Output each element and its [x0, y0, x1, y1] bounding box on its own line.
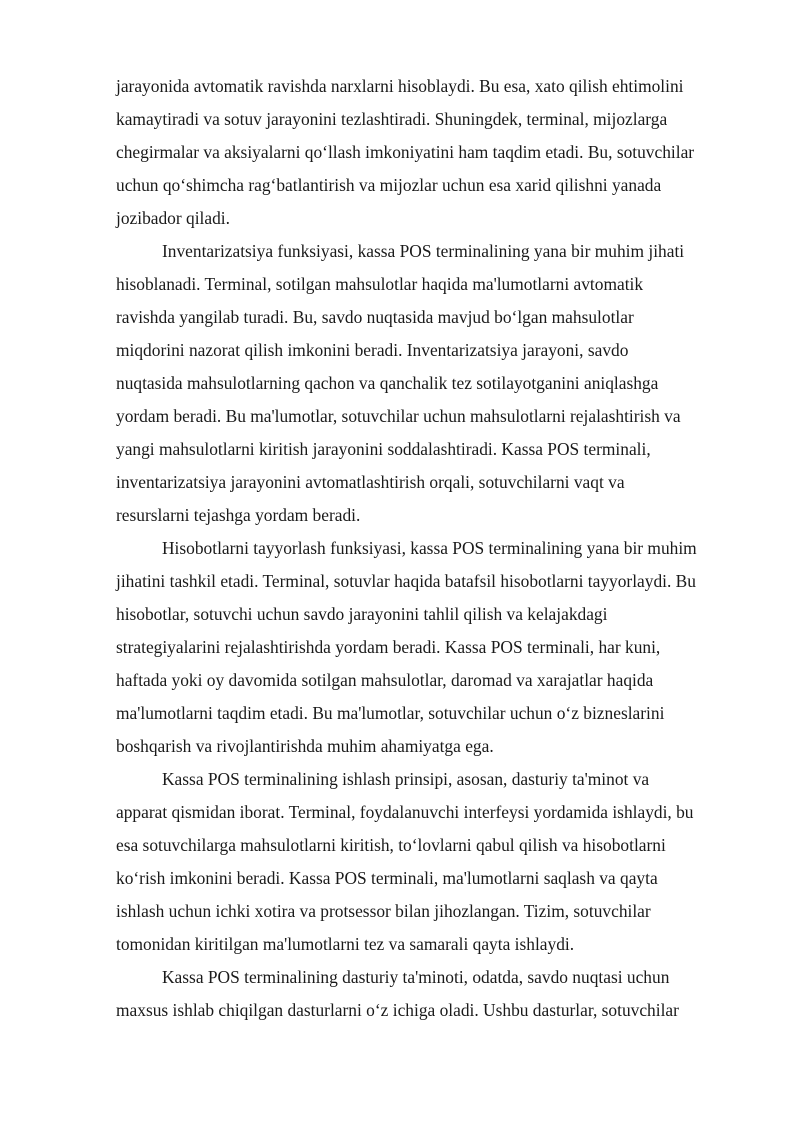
text-line: boshqarish va rivojlantirishda muhim ahamiyatga ega. [116, 736, 494, 756]
text-line: nuqtasida mahsulotlarning qachon va qanchalik tez sotilayotganini aniqlashga [116, 373, 659, 393]
text-line: Hisobotlarni tayyorlash funksiyasi, kassa POS terminalining yana bir muhim [162, 538, 697, 558]
paragraph-4 [116, 763, 756, 961]
paragraph-2 [116, 235, 756, 532]
text-line: Kassa POS terminalining dasturiy ta'minoti, odatda, savdo nuqtasi uchun [162, 967, 670, 987]
text-line: strategiyalarini rejalashtirishda yordam beradi. Kassa POS terminali, har kuni, [116, 637, 661, 657]
text-line: ravishda yangilab turadi. Bu, savdo nuqtasida mavjud bo‘lgan mahsulotlar [116, 307, 634, 327]
text-line: uchun qo‘shimcha rag‘batlantirish va mijozlar uchun esa xarid qilishni yanada [116, 175, 662, 195]
text-line: ma'lumotlarni taqdim etadi. Bu ma'lumotlar, sotuvchilar uchun o‘z bizneslarini [116, 703, 665, 723]
text-line: ishlash uchun ichki xotira va protsessor bilan jihozlangan. Tizim, sotuvchilar [116, 901, 651, 921]
text-line: hisobotlar, sotuvchi uchun savdo jarayonini tahlil qilish va kelajakdagi [116, 604, 608, 624]
text-line: esa sotuvchilarga mahsulotlarni kiritish, to‘lovlarni qabul qilish va hisobotlarni [116, 835, 666, 855]
text-line: kamaytiradi va sotuv jarayonini tezlashtiradi. Shuningdek, terminal, mijozlarga [116, 109, 668, 129]
text-line: jozibador qiladi. [116, 208, 230, 228]
document-page [116, 70, 756, 1027]
text-line: haftada yoki oy davomida sotilgan mahsulotlar, daromad va xarajatlar haqida [116, 670, 654, 690]
text-line: jarayonida avtomatik ravishda narxlarni hisoblaydi. Bu esa, xato qilish ehtimolini [116, 76, 684, 96]
text-line: jihatini tashkil etadi. Terminal, sotuvlar haqida batafsil hisobotlarni tayyorlaydi. Bu [116, 571, 696, 591]
text-line: maxsus ishlab chiqilgan dasturlarni o‘z ichiga oladi. Ushbu dasturlar, sotuvchilar [116, 1000, 679, 1020]
text-line: yordam beradi. Bu ma'lumotlar, sotuvchilar uchun mahsulotlarni rejalashtirish va [116, 406, 681, 426]
text-line: inventarizatsiya jarayonini avtomatlashtirish orqali, sotuvchilarni vaqt va [116, 472, 625, 492]
text-line: tomonidan kiritilgan ma'lumotlarni tez va samarali qayta ishlaydi. [116, 934, 575, 954]
text-line: ko‘rish imkonini beradi. Kassa POS terminali, ma'lumotlarni saqlash va qayta [116, 868, 658, 888]
text-line: miqdorini nazorat qilish imkonini beradi. Inventarizatsiya jarayoni, savdo [116, 340, 629, 360]
paragraph-3 [116, 532, 756, 763]
text-line: chegirmalar va aksiyalarni qo‘llash imkoniyatini ham taqdim etadi. Bu, sotuvchilar [116, 142, 695, 162]
text-line: yangi mahsulotlarni kiritish jarayonini soddalashtiradi. Kassa POS terminali, [116, 439, 651, 459]
text-line: hisoblanadi. Terminal, sotilgan mahsulotlar haqida ma'lumotlarni avtomatik [116, 274, 644, 294]
paragraph-1 [116, 70, 756, 235]
text-line: Kassa POS terminalining ishlash prinsipi, asosan, dasturiy ta'minot va [162, 769, 650, 789]
text-line: resurslarni tejashga yordam beradi. [116, 505, 361, 525]
text-line: Inventarizatsiya funksiyasi, kassa POS terminalining yana bir muhim jihati [162, 241, 685, 261]
paragraph-5 [116, 961, 756, 1027]
text-line: apparat qismidan iborat. Terminal, foydalanuvchi interfeysi yordamida ishlaydi, bu [116, 802, 694, 822]
